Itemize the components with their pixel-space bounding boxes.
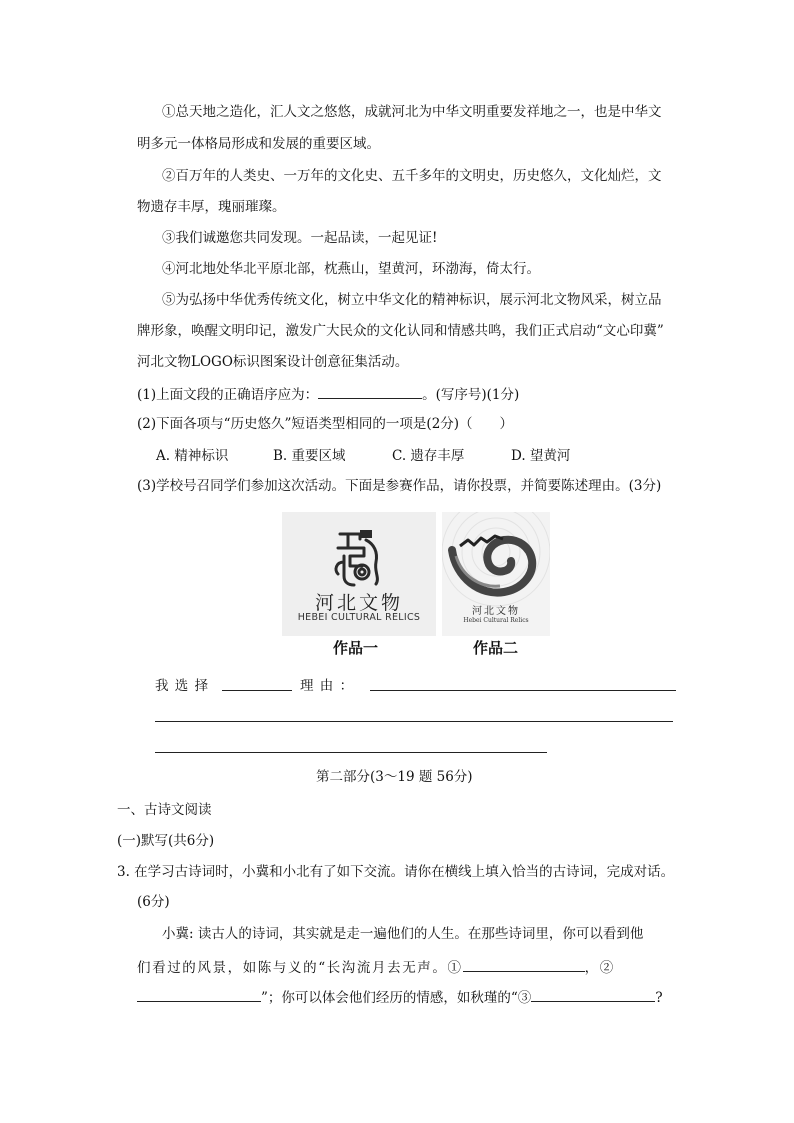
logo-entry-2 — [442, 512, 550, 636]
passage-paragraph-4: ④河北地处华北平原北部，枕燕山，望黄河，环渤海，倚太行。 — [162, 261, 540, 277]
reason-blank-1[interactable] — [370, 690, 676, 691]
dialog-line-2 — [137, 957, 615, 978]
logo-2-chinese-text: 河北文物 — [472, 606, 520, 617]
question-3-poem-stem-line-2: (6分) — [137, 894, 170, 910]
poem-blank-1[interactable] — [463, 957, 585, 972]
answer-blank-1[interactable] — [318, 384, 422, 399]
option-d[interactable]: D. 望黄河 — [511, 448, 571, 464]
dialog-line-1: 小冀: 读古人的诗词，其实就是走一遍他们的人生。在那些诗词里，你可以看到他 — [162, 926, 644, 942]
reason-blank-2[interactable] — [155, 721, 673, 722]
logo-2-english-text: Hebei Cultural Relics — [463, 617, 529, 624]
choose-label: 我 选 择 — [155, 678, 210, 694]
question-1-stem: (1)上面文段的正确语序应为： — [137, 387, 319, 403]
dialog-line-2-sep: ，② — [584, 960, 615, 976]
question-3-poem-stem-line-1: 3. 在学习古诗词时，小冀和小北有了如下交流。请你在横线上填入恰当的古诗词，完成对话。 — [117, 864, 675, 880]
question-1 — [137, 384, 519, 405]
passage-paragraph-5-line-1: ⑤为弘扬中华优秀传统文化，树立中华文化的精神标识，展示河北文物风采，树立品 — [162, 292, 662, 308]
dialog-line-3-end: ? — [655, 990, 663, 1006]
passage-paragraph-5-line-2: 牌形象，唤醒文明印记，激发广大民众的文化认同和情感共鸣，我们正式启动“文心印冀” — [137, 323, 664, 339]
choice-blank[interactable] — [222, 690, 292, 691]
question-1-score: 。(写序号)(1分) — [422, 387, 520, 403]
section-title: 一、古诗文阅读 — [117, 802, 212, 818]
reason-blank-3[interactable] — [155, 752, 547, 753]
poem-blank-2[interactable] — [137, 987, 261, 1002]
passage-paragraph-5-line-3: 河北文物LOGO标识图案设计创意征集活动。 — [137, 354, 409, 370]
logo-1-english-text: HEBEI CULTURAL RELICS — [297, 612, 421, 623]
question-3-stem: (3)学校号召同学们参加这次活动。下面是参赛作品，请你投票，并简要陈述理由。(3分) — [137, 478, 662, 494]
poem-blank-3[interactable] — [531, 987, 655, 1002]
option-c[interactable]: C. 遗存丰厚 — [392, 448, 465, 464]
caption-work-1: 作品一 — [333, 639, 379, 657]
caption-work-2: 作品二 — [473, 639, 519, 657]
logo-1-chinese-text: 河北文物 — [314, 592, 403, 614]
passage-paragraph-3: ③我们诚邀您共同发现。一起品读，一起见证! — [162, 230, 438, 246]
passage-paragraph-2-line-1: ②百万年的人类史、一万年的文化史、五千多年的文明史，历史悠久，文化灿烂，文 — [162, 168, 662, 184]
passage-paragraph-1-line-1: ①总天地之造化，汇人文之悠悠，成就河北为中华文明重要发祥地之一，也是中华文 — [162, 104, 662, 120]
section-subtitle: (一)默写(共6分) — [117, 833, 215, 849]
question-2-stem: (2)下面各项与“历史悠久”短语类型相同的一项是(2分)（ ） — [137, 416, 514, 432]
logo-entry-1 — [282, 512, 436, 636]
passage-paragraph-1-line-2: 明多元一体格局形成和发展的重要区域。 — [137, 136, 380, 152]
part-2-heading: 第二部分(3～19 题 56分) — [316, 769, 473, 785]
option-b[interactable]: B. 重要区域 — [273, 448, 346, 464]
passage-paragraph-2-line-2: 物遗存丰厚，瑰丽璀璨。 — [137, 199, 286, 215]
dialog-line-3-text: ”；你可以体会他们经历的情感，如秋瑾的“③ — [261, 990, 532, 1006]
option-a[interactable]: A. 精神标识 — [156, 448, 229, 464]
dialog-line-2-text: 们看过的风景，如陈与义的“长沟流月去无声。① — [137, 960, 463, 976]
reason-label: 理 由 ： — [300, 678, 355, 694]
dialog-line-3 — [137, 987, 663, 1008]
